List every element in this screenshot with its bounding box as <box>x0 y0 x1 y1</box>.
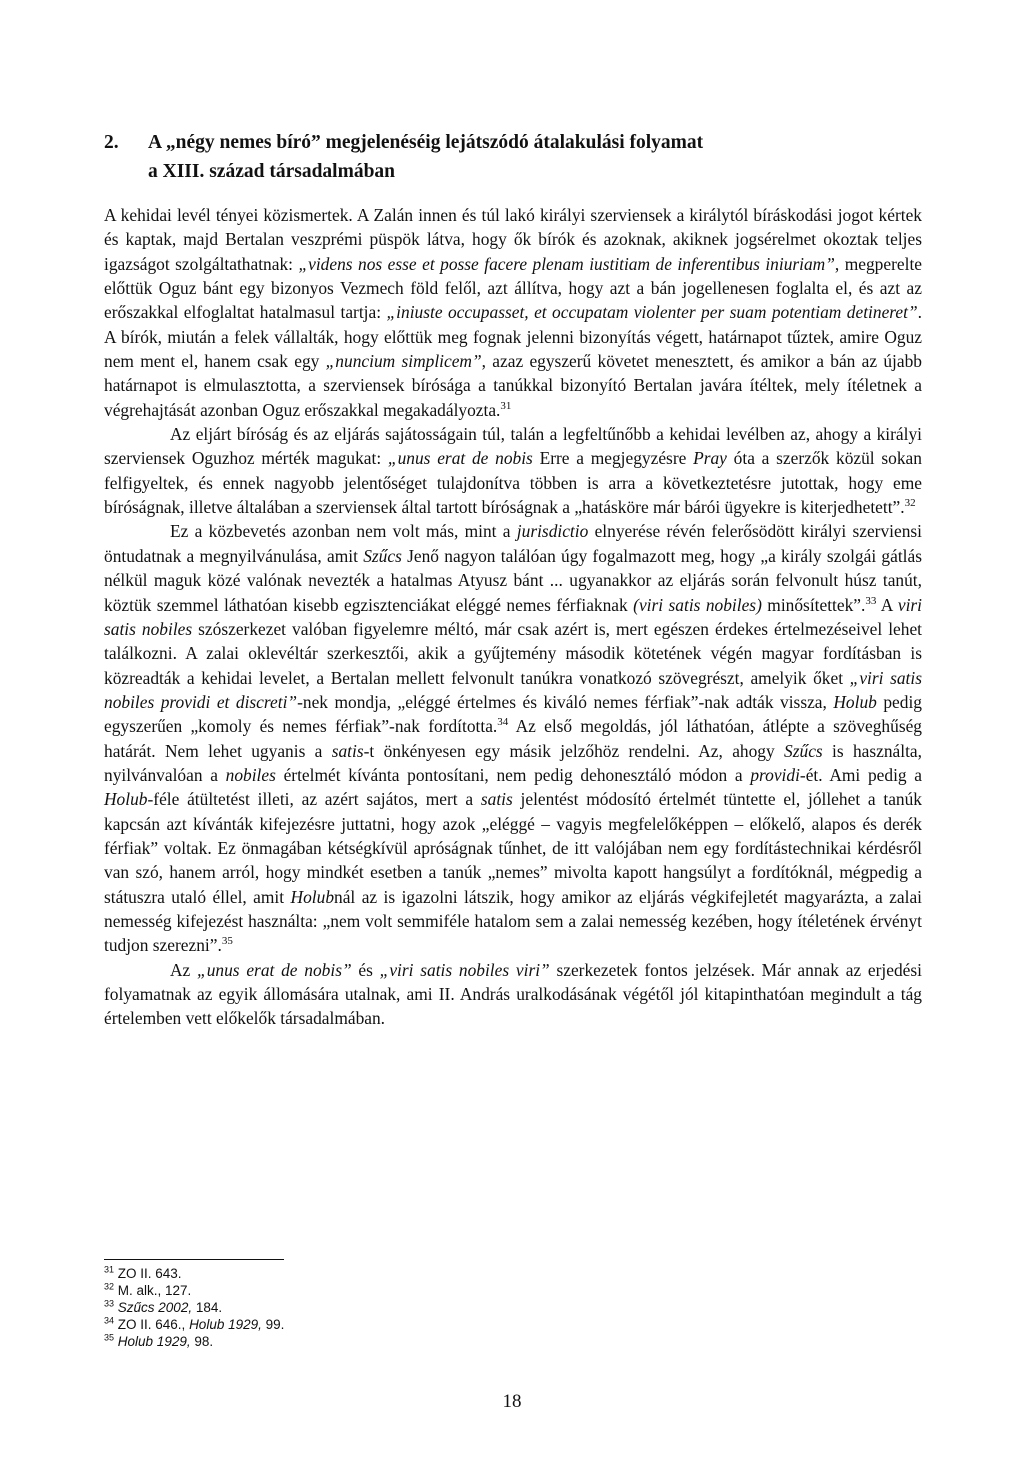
text-run: , azaz egyszerű követet menesztett, és amikor a bán az újabb határnapot is elmulasztotta, a szerviensek bírósága a tanúkkal bizonyító Bertalan javára ítéltek, mely ítéletnek a végrehajtását azonban Oguz erőszakkal megakadályozta. <box>104 351 922 420</box>
text-run: Ez a közbevetés azonban nem volt más, mint a <box>170 521 517 542</box>
text-run: -ét. Ami pedig a <box>799 764 923 785</box>
text-run: , megperelte előttük Oguz bánt egy bizonyos Vezmech föld felől, azt állítva, hogy azt a bán jogellenesen foglalta el, és azt az erőszakkal elfoglaltat hatalmasul tartja: <box>104 253 922 323</box>
paragraph-2 <box>104 422 922 519</box>
text-run: elnyerése révén felerősödött királyi szerviensi öntudatnak a megnyilvánulása, amit <box>104 521 923 566</box>
text-run: óta a szerzők közül sokan felfigyeltek, és ennek nagyobb jelentőséget tulajdonítva többen is arra a következtetésre jutottak, hogy eme bíróságnak, illetve általában a szerviensek által tartott bíróságnak a „hatásköre már bárói ügyekre is kiterjedhetett”. <box>104 448 922 518</box>
latin-quote: „unus erat de nobis <box>387 448 533 469</box>
footnote-text: 98. <box>190 1334 214 1349</box>
author-name: Szűcs <box>363 545 402 566</box>
footnote-number: 35 <box>104 1332 115 1343</box>
footnote-text: M. alk., 127. <box>117 1283 192 1298</box>
author-name: Pray <box>693 448 727 469</box>
footnote-number: 32 <box>104 1281 115 1292</box>
text-run: értelmét kívánta pontosítani, nem pedig dehonesztáló módon a <box>275 764 751 785</box>
footnote-citation: Holub 1929, <box>117 1334 191 1349</box>
text-run: szerkezetek fontos jelzések. Már annak az erjedési folyamatnak az egyik állomására utalnak, ami II. András uralkodásának végétől jól kitapinthatóan megindult a tág értelemben vett előkelők társadalmában. <box>104 959 922 1029</box>
footnote <box>104 1316 504 1333</box>
author-name: Szűcs <box>784 740 823 761</box>
footnote-citation: Szűcs 2002, <box>117 1300 193 1315</box>
footnote <box>104 1299 504 1316</box>
footnote-number: 34 <box>104 1315 115 1326</box>
text-run: Erre a megjegyzésre <box>532 448 694 469</box>
text-run: jelentést módosító értelmét tüntette el, jóllehet a tanúk kapcsán azt kívánták kifejezésre juttatni, hogy azok „eléggé – vagyis megfelelőképpen – előkelő, alapos és derék férfiak” voltak. Ez önmagában kétségkívül apróságnak tűnhet, de itt valójában nem egy fordítástechnikai kérdésről van szó, hanem arról, hogy mindkét esetben a tanúk „nemes” mivolta kapott hangsúlyt a fordítóknál, mégpedig a státuszra utaló éllel, amit <box>104 789 923 907</box>
latin-quote: „viri satis nobiles viri” <box>379 959 550 980</box>
footnote <box>104 1333 504 1350</box>
text-run: is használta, nyilvánvalóan a <box>104 740 922 785</box>
latin-term: (viri satis nobiles) <box>633 594 762 615</box>
text-run: és <box>351 959 380 980</box>
text-run: Jenő nagyon találóan úgy fogalmazott meg, hogy „a király szolgái gátlás nélkül maguk közé valónak nevezték a hatalmas Atyusz bánt ... ugyanakkor az eljárás során felvonult húsz tanút, köztük szemmel láthatóan kisebb egzisztenciákat eléggé nemes férfiaknak <box>104 545 922 615</box>
section-number: 2. <box>104 132 119 153</box>
text-run: Az <box>170 959 198 980</box>
footnote-text: ZO II. 643. <box>117 1266 182 1281</box>
text-run: pedig egyszerűen „komoly és nemes férfiak”-nak fordította. <box>104 691 922 737</box>
text-run: Az első megoldás, jól láthatóan, átlépte a szöveghűség határát. Nem lehet ugyanis a <box>104 716 923 761</box>
footnote-text: 99. <box>261 1317 285 1332</box>
footnote-ref: 31 <box>500 399 512 412</box>
author-name: Holub <box>290 886 335 907</box>
latin-term: satis <box>331 740 364 761</box>
paragraph-4 <box>104 958 922 1031</box>
text-run: Az eljárt bíróság és az eljárás sajátosságain túl, talán a legfeltűnőbb a kehidai levélben az, ahogy a királyi szerviensek Oguzhoz mérték magukat: <box>104 424 922 469</box>
latin-quote: „viri satis nobiles providi et discreti” <box>104 667 922 712</box>
footnotes <box>104 1265 504 1350</box>
footnote <box>104 1265 504 1282</box>
footnote-text: 184. <box>192 1300 223 1315</box>
paragraph-1 <box>104 203 922 422</box>
footnote-number: 33 <box>104 1298 115 1309</box>
section-title-line-2: a XIII. század társadalmában <box>148 161 396 182</box>
text-run: . A bírók, miután a felek vállalták, hogy előttük meg fognak jelenni bizonyítás végett, határnapot tűztek, amire Oguz nem ment el, hanem csak egy <box>104 302 922 372</box>
latin-term: nobiles <box>225 764 276 785</box>
text-run: A <box>876 594 898 615</box>
text-run: minősítettek”. <box>761 594 866 615</box>
footnote-ref: 33 <box>865 594 877 607</box>
section-title-line-1: A „négy nemes bíró” megjelenéséig lejátszódó átalakulási folyamat <box>148 132 704 153</box>
section-heading <box>104 128 934 186</box>
text-run: -t önkényesen egy másik jelzőhöz rendelni. Az, ahogy <box>363 740 785 761</box>
footnote-citation: Holub 1929, <box>189 1317 262 1332</box>
footnote-ref: 35 <box>221 935 233 948</box>
latin-quote: „nuncium simplicem” <box>325 351 482 372</box>
latin-term: viri satis nobiles <box>104 594 922 639</box>
page-number: 18 <box>502 1391 522 1412</box>
text-run: nál az is igazolni látszik, hogy amikor az eljárás végkifejletét magyarázta, a zalai nemesség kifejezést használta: „nem volt semmiféle hatalom sem a zalai nemesség kezében, hogy ítéletének érvényt tudjon szerezni”. <box>104 886 922 956</box>
text-run: -féle átültetést illeti, az azért sajátos, mert a <box>147 789 481 810</box>
text-run: szószerkezet valóban figyelemre méltó, már csak azért is, mert egészen érdekes értelmezéseivel lehet találkozni. A zalai oklevéltár szerkesztői, akik a gyűjtemény második kötetének végén magyar fordításban is közreadták a kehidai levelet, a Bertalan mellett felvonult tanúkra vonatkozó szövegrészt, amelyik őket <box>104 618 922 688</box>
footnote-number: 31 <box>104 1264 115 1275</box>
footnote <box>104 1282 504 1299</box>
paragraph-3 <box>104 519 922 957</box>
footnote-divider <box>104 1259 284 1260</box>
latin-quote: „iniuste occupasset, et occupatam violenter per suam potentiam detineret” <box>386 302 918 323</box>
author-name: Holub <box>104 789 148 810</box>
author-name: Holub <box>833 691 877 712</box>
text-run: -nek mondja, „eléggé értelmes és kiváló nemes férfiak”-nak adták vissza, <box>297 691 834 712</box>
text-run: A kehidai levél tényei közismertek. A Zalán innen és túl lakó királyi szerviensek a királytól bíráskodási jogot kértek és kaptak, majd Bertalan veszprémi püspök látva, hogy ők bírók és azoknak, akiknek jogsérelmet okoztak teljes igazságot szolgáltathatnak: <box>104 205 922 274</box>
latin-term: providi <box>750 764 800 785</box>
footnote-ref: 34 <box>497 716 509 729</box>
footnote-text: ZO II. 646., <box>117 1317 190 1332</box>
latin-quote: „videns nos esse et posse facere plenam iustitiam de inferentibus iniuriam” <box>298 253 835 274</box>
latin-term: jurisdictio <box>516 521 589 542</box>
latin-quote: „unus erat de nobis” <box>197 959 352 980</box>
footnote-ref: 32 <box>904 497 916 510</box>
latin-term: satis <box>480 789 513 810</box>
body-text <box>104 203 922 1031</box>
